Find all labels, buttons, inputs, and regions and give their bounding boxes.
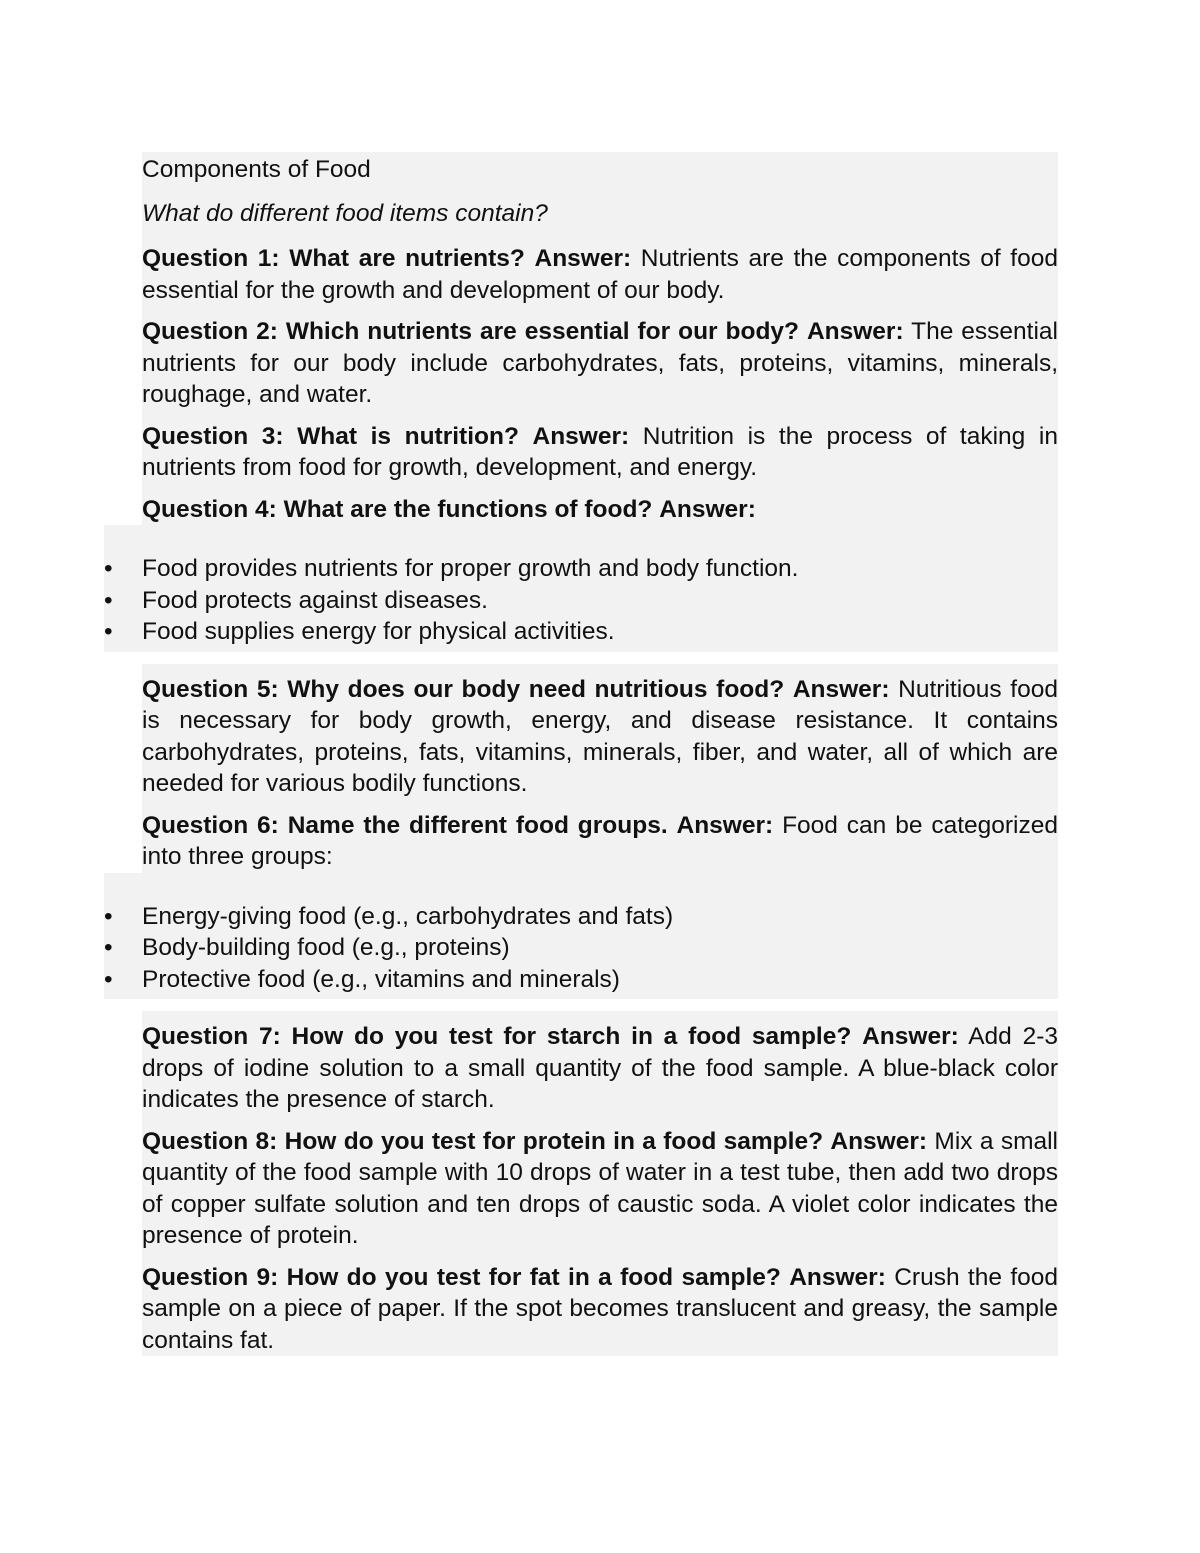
answer-label: Answer:: [792, 675, 890, 703]
qa-item-6: [142, 800, 1058, 873]
answer-label: Answer:: [532, 422, 630, 450]
answer-label: Answer:: [676, 811, 774, 839]
list-item: • Food supplies energy for physical activities.: [142, 616, 1058, 648]
question-8: Question 8: How do you test for protein in a food sample?: [142, 1127, 824, 1155]
answer-5: Nutritious food is necessary for body growth, energy, and disease resistance. It contains carbohydrates, proteins, fats, vitamins, minerals, fiber, and water, all of which are needed for various bodily functions.: [142, 675, 1058, 797]
qa-item-5: [142, 664, 1058, 800]
document-title: Components of Food: [142, 152, 1058, 188]
answer-3: Nutrition is the process of taking in nutrients from food for growth, development, and energy.: [142, 422, 1058, 481]
functions-list: [104, 525, 1058, 652]
qa-item-3: [142, 411, 1058, 484]
answer-label: Answer:: [789, 1263, 886, 1291]
question-6: Question 6: Name the different food groups.: [142, 811, 668, 839]
list-item: • Protective food (e.g., vitamins and minerals): [142, 964, 1058, 996]
question-7: Question 7: How do you test for starch in a food sample?: [142, 1023, 852, 1050]
food-groups-list: [104, 873, 1058, 1000]
list-item: • Food provides nutrients for proper growth and body function.: [142, 553, 1058, 585]
answer-2: The essential nutrients for our body include carbohydrates, fats, proteins, vitamins, minerals, roughage, and water.: [142, 318, 1058, 408]
qa-item-1: [142, 233, 1058, 306]
list-item: • Energy-giving food (e.g., carbohydrates and fats): [142, 901, 1058, 933]
answer-label: Answer:: [862, 1023, 959, 1050]
qa-item-7: [142, 1011, 1058, 1116]
question-9: Question 9: How do you test for fat in a food sample?: [142, 1263, 781, 1291]
answer-8: Mix a small quantity of the food sample with 10 drops of water in a test tube, then add two drops of copper sulfate solution and ten drops of caustic soda. A violet color indicates the presence of protein.: [142, 1127, 1058, 1249]
qa-item-8: [142, 1116, 1058, 1252]
answer-label: Answer:: [806, 318, 904, 345]
qa-item-4: [142, 484, 1058, 526]
question-1: Question 1: What are nutrients?: [142, 245, 525, 272]
answer-1: Nutrients are the components of food essential for the growth and development of our body.: [142, 245, 1058, 304]
question-5: Question 5: Why does our body need nutritious food?: [142, 675, 785, 703]
list-item: • Food protects against diseases.: [142, 585, 1058, 617]
answer-7: Add 2-3 drops of iodine solution to a small quantity of the food sample. A blue-black color indicates the presence of starch.: [142, 1023, 1058, 1113]
document-subtitle: What do different food items contain?: [142, 188, 1058, 233]
answer-label: Answer:: [830, 1127, 928, 1155]
question-2: Question 2: Which nutrients are essential for our body?: [142, 318, 800, 345]
answer-6: Food can be categorized into three groups:: [142, 811, 1058, 870]
answer-9: Crush the food sample on a piece of paper. If the spot becomes translucent and greasy, the sample contains fat.: [142, 1263, 1059, 1354]
answer-label: Answer:: [659, 495, 756, 523]
spacer: [142, 999, 1058, 1011]
document-body: [142, 152, 1058, 1356]
question-4: Question 4: What are the functions of food?: [142, 495, 653, 523]
qa-item-2: [142, 306, 1058, 411]
question-3: Question 3: What is nutrition?: [142, 422, 519, 450]
spacer: [142, 652, 1058, 664]
qa-item-9: [142, 1252, 1058, 1357]
answer-label: Answer:: [534, 245, 632, 272]
list-item: • Body-building food (e.g., proteins): [142, 932, 1058, 964]
